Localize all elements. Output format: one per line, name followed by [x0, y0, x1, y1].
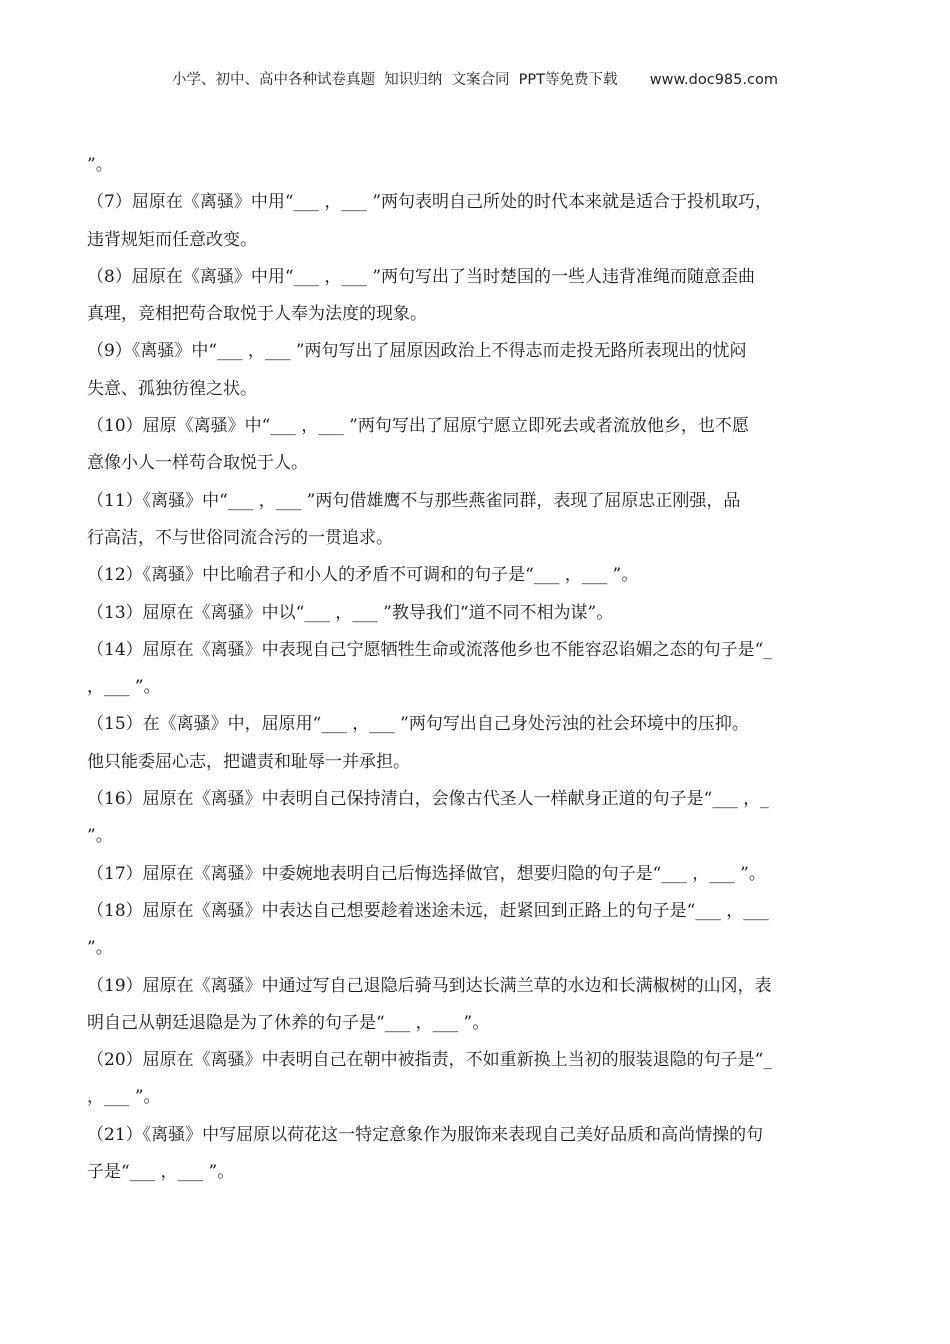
text-line: （11）《离骚》中“___ ，___ ”两句借雄鹰不与那些燕雀同群，表现了屈原忠正刚强，品	[87, 490, 741, 511]
text-line: 明自己从朝廷退隐是为了休养的句子是“___ ，___ ”。	[87, 1012, 490, 1033]
text-line: （8）屈原在《离骚》中用“___ ，___ ”两句写出了当时楚国的一些人违背准绳而随意歪曲	[87, 266, 756, 287]
text-line: 他只能委屈心志，把谴责和耻辱一并承担。	[87, 751, 410, 772]
text-line: （12）《离骚》中比喻君子和小人的矛盾不可调和的句子是“___ ，___ ”。	[87, 565, 639, 586]
text-line: ”。	[87, 155, 113, 175]
text-line: （13）屈原在《离骚》中以“___ ，___ ”教导我们“道不同不相为谋”。	[87, 602, 614, 623]
text-line: （18）屈原在《离骚》中表达自己想要趁着迷途未远，赶紧回到正路上的句子是“___ ，___	[87, 900, 769, 921]
text-line: 意像小人一样苟合取悦于人。	[87, 453, 308, 474]
page-header: 小学、初中、高中各种试卷真题 知识归纳 文案合同 PPT等免费下载 www.doc985.com	[172, 72, 778, 88]
text-line: （17）屈原在《离骚》中委婉地表明自己后悔选择做官，想要归隐的句子是“___ ，___ ”。	[87, 863, 766, 884]
text-line: （14）屈原在《离骚》中表现自己宁愿牺牲生命或流落他乡也不能容忍谄媚之态的句子是“_	[87, 639, 772, 660]
text-line: ”。	[87, 826, 113, 847]
text-line: （9）《离骚》中“___ ，___ ”两句写出了屈原因政治上不得志而走投无路所表现出的忧闷	[87, 341, 747, 362]
text-line: 违背规矩而任意改变。	[87, 229, 257, 250]
text-line: （20）屈原在《离骚》中表明自己在朝中被指责，不如重新换上当初的服装退隐的句子是“_	[87, 1050, 772, 1071]
text-line: （19）屈原在《离骚》中通过写自己退隐后骑马到达长满兰草的水边和长满椒树的山冈，表	[87, 975, 772, 996]
text-line: （16）屈原在《离骚》中表明自己保持清白，会像古代圣人一样献身正道的句子是“___ ，_	[87, 789, 769, 810]
text-line: （15）在《离骚》中，屈原用“___ ，___ ”两句写出自己身处污浊的社会环境中的压抑。	[87, 714, 749, 735]
text-line: ”。	[87, 938, 113, 959]
text-line: 失意、孤独彷徨之状。	[87, 378, 257, 399]
question-list	[87, 147, 877, 1191]
text-line: ，___ ”。	[87, 677, 161, 698]
text-line: 行高洁，不与世俗同流合污的一贯追求。	[87, 527, 393, 548]
text-line: （21）《离骚》中写屈原以荷花这一特定意象作为服饰来表现自己美好品质和高尚情操的句	[87, 1124, 764, 1145]
text-line: （7）屈原在《离骚》中用“___ ，___ ”两句表明自己所处的时代本来就是适合于投机取巧，	[87, 192, 773, 213]
text-line: 真理，竞相把苟合取悦于人奉为法度的现象。	[87, 304, 427, 325]
text-line: ，___ ”。	[87, 1087, 161, 1108]
text-line: （10）屈原《离骚》中“___ ，___ ”两句写出了屈原宁愿立即死去或者流放他乡，也不愿	[87, 416, 749, 437]
text-line: 子是“___ ，___ ”。	[87, 1162, 235, 1183]
